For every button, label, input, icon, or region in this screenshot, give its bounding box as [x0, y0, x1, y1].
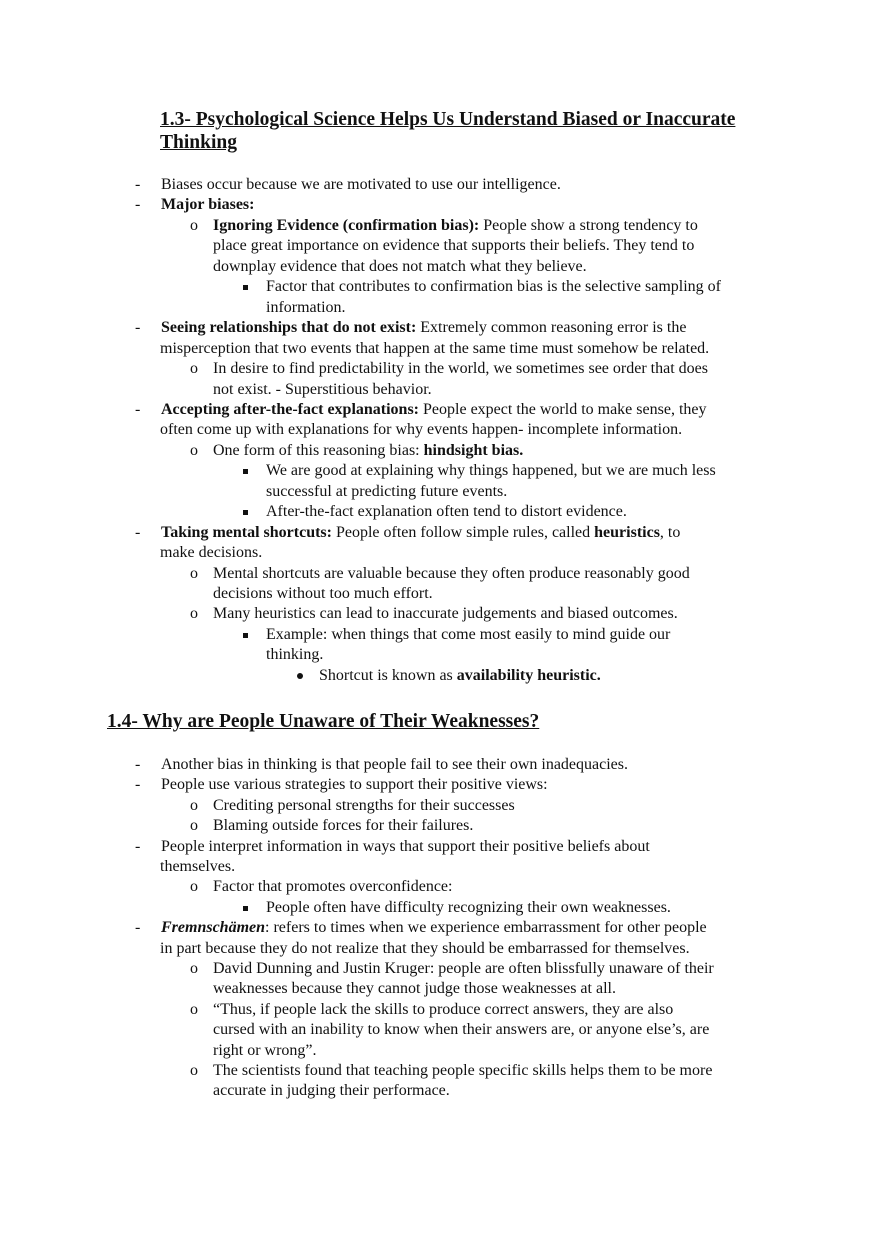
list-item-line — [213, 877, 452, 897]
text-segment: : refers to times when we experience embarrassment for other people — [265, 919, 707, 937]
list-item-line — [213, 236, 694, 256]
circle-bullet-icon: o — [190, 360, 198, 378]
text-segment: In desire to find predictability in the world, we sometimes see order that does — [213, 360, 708, 378]
circle-bullet-icon: o — [190, 796, 198, 814]
list-item-line — [161, 523, 680, 543]
dot-bullet-icon — [297, 666, 303, 686]
bold-term: Fremnschämen — [161, 919, 266, 937]
circle-bullet-icon: o — [190, 1000, 198, 1018]
text-segment: Example: when things that come most easily to mind guide our — [266, 625, 671, 643]
list-item-line — [266, 461, 716, 481]
list-item-line — [161, 918, 707, 938]
list-item-line — [161, 195, 254, 215]
text-segment: Shortcut is known as — [319, 666, 457, 684]
text-segment: “Thus, if people lack the skills to produce correct answers, they are also — [213, 1000, 674, 1018]
list-item-line — [161, 400, 706, 420]
list-item-line — [213, 1081, 450, 1101]
text-segment: Extremely common reasoning error is the — [416, 319, 687, 337]
dash-bullet-icon: - — [135, 837, 141, 855]
list-item-line — [266, 645, 323, 665]
list-item-line — [319, 666, 601, 686]
dash-bullet-icon: - — [135, 756, 141, 773]
list-item-line — [160, 543, 262, 563]
circle-bullet-icon: o — [190, 878, 198, 896]
text-segment: thinking. — [266, 646, 324, 664]
list-item-line — [266, 898, 671, 918]
text-segment: successful at predicting future events. — [266, 482, 508, 500]
circle-bullet-icon: o — [190, 605, 198, 623]
list-item-line — [160, 420, 682, 440]
text-segment: cursed with an inability to know when their answers are, or anyone else’s, are — [213, 1021, 710, 1039]
text-segment: We are good at explaining why things happened, but we are much less — [266, 462, 716, 480]
text-segment: accurate in judging their performace. — [213, 1082, 450, 1100]
square-bullet-icon — [243, 502, 248, 522]
list-item-line — [213, 216, 698, 236]
text-segment: themselves. — [160, 858, 236, 875]
text-segment: place great importance on evidence that supports their beliefs. They tend to — [213, 237, 695, 255]
text-segment: Biases occur because we are motivated to use our intelligence. — [161, 176, 561, 193]
circle-bullet-icon: o — [190, 564, 198, 582]
text-segment: People expect the world to make sense, they — [419, 400, 707, 418]
square-bullet-icon — [243, 898, 248, 918]
text-segment: information. — [266, 298, 346, 316]
list-item-line — [213, 959, 714, 979]
bold-term: Accepting after-the-fact explanations: — [161, 400, 420, 418]
dash-bullet-icon: - — [135, 196, 141, 214]
text-segment: After-the-fact explanation often tend to distort evidence. — [266, 503, 627, 521]
list-item-line — [160, 857, 235, 877]
text-segment: Many heuristics can lead to inaccurate judgements and biased outcomes. — [213, 605, 678, 623]
dash-bullet-icon: - — [135, 400, 141, 418]
section-heading: Thinking — [160, 132, 237, 153]
circle-bullet-icon: o — [190, 960, 198, 977]
text-segment: David Dunning and Justin Kruger: people are often blissfully unaware of their — [213, 960, 714, 977]
text-segment: misperception that two events that happen at the same time must somehow be related. — [160, 339, 710, 357]
text-segment: Factor that promotes overconfidence: — [213, 878, 453, 896]
list-item-line — [161, 318, 686, 338]
text-segment: often come up with explanations for why events happen- incomplete information. — [160, 421, 683, 439]
list-item-line — [266, 298, 346, 318]
circle-bullet-icon: o — [190, 441, 198, 459]
list-item-line — [266, 502, 627, 522]
text-segment: People show a strong tendency to — [479, 216, 698, 234]
bold-term: availability heuristic. — [456, 666, 601, 684]
text-segment: One form of this reasoning bias: — [213, 441, 424, 459]
list-item-line — [161, 775, 548, 795]
text-segment: The scientists found that teaching people specific skills helps them to be more — [213, 1062, 713, 1079]
list-item-line — [266, 625, 670, 645]
bold-term: Major biases: — [161, 196, 255, 214]
list-item-line — [266, 482, 507, 502]
list-item-line — [213, 1041, 317, 1061]
square-bullet-icon — [243, 277, 248, 297]
list-item-line — [161, 175, 561, 195]
text-segment: Blaming outside forces for their failures. — [213, 817, 474, 835]
circle-bullet-icon: o — [190, 817, 198, 835]
text-segment: People often follow simple rules, called — [331, 523, 595, 541]
list-item-line — [213, 1020, 709, 1040]
text-segment: decisions without too much effort. — [213, 585, 433, 602]
bold-term: Ignoring Evidence (confirmation bias): — [213, 216, 480, 234]
text-segment: Mental shortcuts are valuable because they often produce reasonably good — [213, 564, 690, 582]
list-item-line — [213, 1000, 673, 1020]
section-heading: 1.3- Psychological Science Helps Us Understand Biased or Inaccurate — [160, 109, 736, 130]
list-item-line — [213, 359, 708, 379]
text-segment: People interpret information in ways that support their positive beliefs about — [161, 837, 650, 855]
text-segment: Factor that contributes to confirmation bias is the selective sampling of — [266, 278, 721, 296]
text-segment: not exist. - Superstitious behavior. — [213, 380, 432, 398]
text-segment: Another bias in thinking is that people fail to see their own inadequacies. — [161, 756, 628, 773]
list-item-line — [213, 979, 616, 999]
text-segment: Crediting personal strengths for their successes — [213, 796, 515, 814]
circle-bullet-icon: o — [190, 1062, 198, 1079]
list-item-line — [160, 339, 709, 359]
list-item-line — [213, 584, 433, 604]
square-bullet-icon — [243, 625, 248, 645]
list-item-line — [213, 1061, 712, 1081]
list-item-line — [213, 816, 473, 836]
list-item-line — [213, 564, 690, 584]
list-item-line — [213, 441, 523, 461]
list-item-line — [161, 755, 628, 775]
dash-bullet-icon: - — [135, 776, 141, 794]
text-segment: People use various strategies to support their positive views: — [161, 776, 548, 794]
bold-term: hindsight bias. — [423, 441, 524, 459]
section-heading: 1.4- Why are People Unaware of Their Weaknesses? — [107, 711, 540, 732]
dash-bullet-icon: - — [135, 919, 141, 937]
text-segment: weaknesses because they cannot judge those weaknesses at all. — [213, 980, 616, 998]
text-segment: in part because they do not realize that they should be embarrassed for themselves. — [160, 939, 690, 957]
circle-bullet-icon: o — [190, 216, 198, 234]
bold-term: Seeing relationships that do not exist: — [161, 319, 417, 337]
text-segment: , to — [659, 523, 681, 541]
text-segment: right or wrong”. — [213, 1041, 317, 1059]
dash-bullet-icon: - — [135, 319, 141, 337]
dash-bullet-icon: - — [135, 176, 141, 193]
text-segment: People often have difficulty recognizing their own weaknesses. — [266, 898, 671, 916]
text-segment: make decisions. — [160, 544, 263, 562]
list-item-line — [266, 277, 721, 297]
list-item-line — [161, 837, 650, 857]
list-item-line — [213, 257, 587, 277]
list-item-line — [213, 380, 432, 400]
list-item-line — [213, 796, 515, 816]
bold-term: heuristics — [594, 523, 660, 541]
list-item-line — [213, 604, 678, 624]
square-bullet-icon — [243, 461, 248, 481]
bold-term: Taking mental shortcuts: — [161, 523, 332, 541]
dash-bullet-icon: - — [135, 523, 141, 541]
text-segment: downplay evidence that does not match what they believe. — [213, 257, 587, 275]
list-item-line — [160, 939, 690, 959]
